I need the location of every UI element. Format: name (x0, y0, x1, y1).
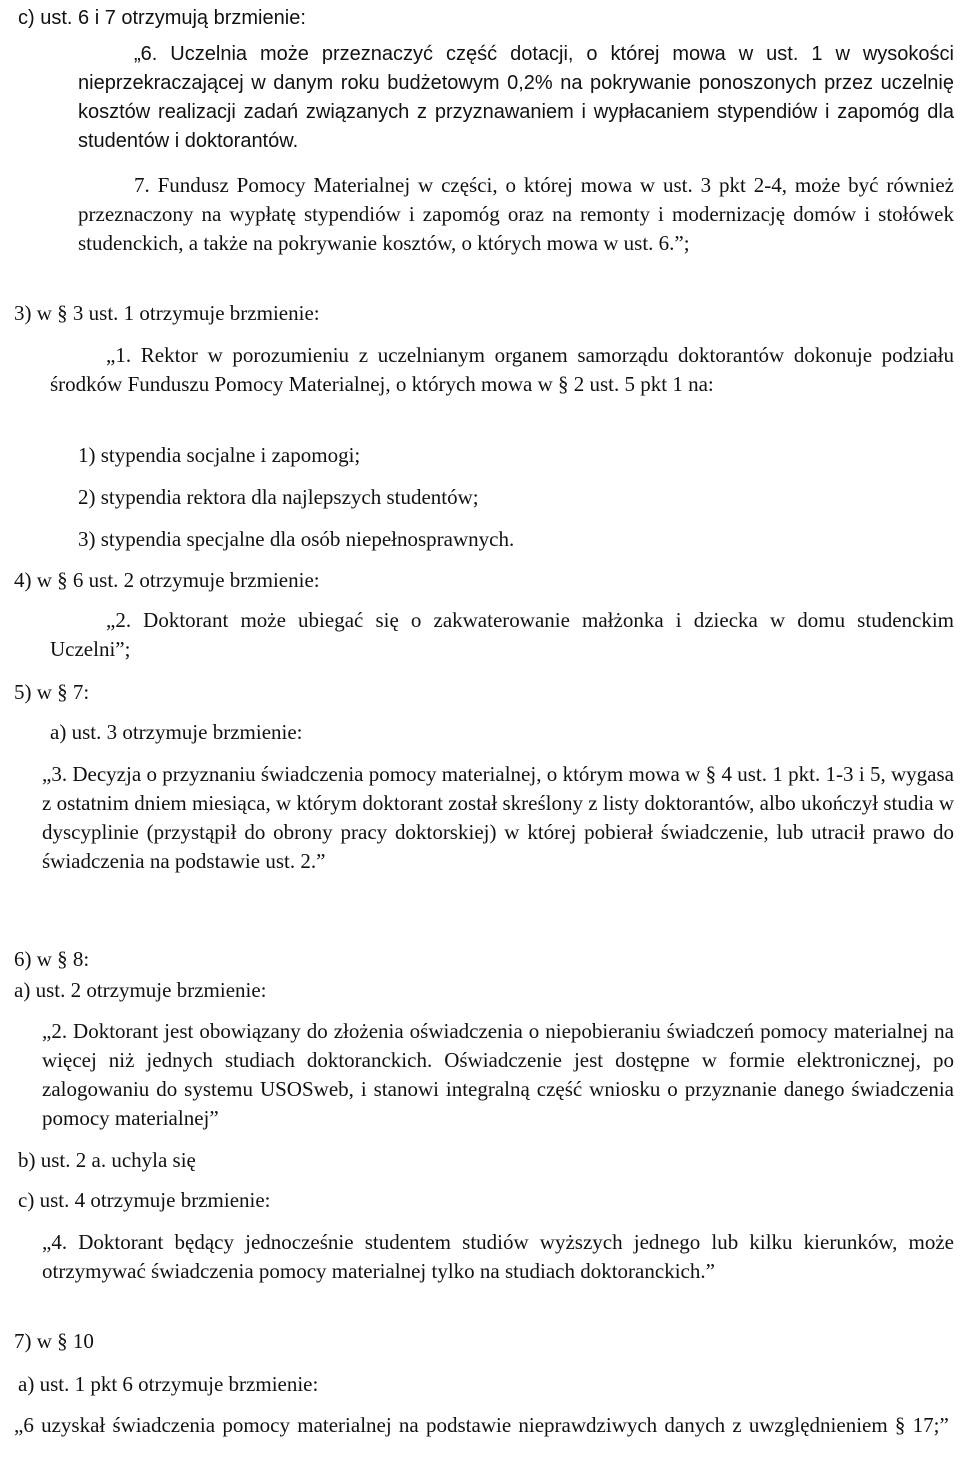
item-5-subheading: a) ust. 3 otrzymuje brzmienie: (50, 720, 303, 744)
item-6-a-heading: a) ust. 2 otrzymuje brzmienie: (14, 978, 267, 1002)
item-6-b-heading: b) ust. 2 a. uchyla się (18, 1148, 196, 1172)
item-6-c-paragraph: „4. Doktorant będący jednocześnie studentem studiów wyższych jednego lub kilku kierunków, może otrzymywać świadczenia pomocy materialnej tylko na studiach doktoranckich.” (42, 1230, 954, 1283)
item-6-a-paragraph: „2. Doktorant jest obowiązany do złożenia oświadczenia o niepobieraniu świadczeń pomocy materialnej na więcej niż jednych studiach doktoranckich. Oświadczenie jest dostępne w formie elektronicznej, po zalogowaniu do systemu USOSweb, i stanowi integralną część wniosku o przyznanie danego świadczenia pomocy materialnej” (42, 1019, 954, 1130)
section-c-heading: c) ust. 6 i 7 otrzymują brzmienie: (18, 7, 306, 29)
list-item: 3) stypendia specjalne dla osób niepełnosprawnych. (78, 527, 515, 551)
paragraph-ust-6: „6. Uczelnia może przeznaczyć część dotacji, o której mowa w ust. 1 w wysokości nieprzekraczającej w danym roku budżetowym 0,2% na pokrywanie ponoszonych przez uczelnię kosztów realizacji zadań związanych z przyznawaniem i wypłacaniem stypendiów i zapomóg dla studentów i doktorantów. (78, 43, 954, 152)
item-4-heading: 4) w § 6 ust. 2 otrzymuje brzmienie: (14, 568, 320, 592)
paragraph-ust-7: 7. Fundusz Pomocy Materialnej w części, o której mowa w ust. 3 pkt 2-4, może być również przeznaczony na wypłatę stypendiów i zapomóg oraz na remonty i modernizację domów i stołówek studenckich, a także na pokrywanie kosztów, o których mowa w ust. 6.”; (78, 173, 954, 255)
item-6-heading: 6) w § 8: (14, 947, 90, 971)
list-item: 1) stypendia socjalne i zapomogi; (78, 443, 361, 467)
item-5-paragraph: „3. Decyzja o przyznaniu świadczenia pomocy materialnej, o którym mowa w § 4 ust. 1 pkt. 1-3 i 5, wygasa z ostatnim dniem miesiąca, w którym doktorant został skreślony z listy doktorantów, albo ukończył studia w dyscyplinie (przystąpił do obrony pracy doktorskiej) w której pobierał świadczenie, lub utracił prawo do świadczenia na podstawie ust. 2.” (42, 762, 954, 873)
item-5-heading: 5) w § 7: (14, 680, 90, 704)
item-7-paragraph: „6 uzyskał świadczenia pomocy materialnej na podstawie nieprawdziwych danych z uwzględnieniem § 17;” (14, 1413, 949, 1437)
item-6-c-heading: c) ust. 4 otrzymuje brzmienie: (18, 1188, 271, 1212)
item-7-heading: 7) w § 10 (14, 1329, 94, 1353)
item-3-heading: 3) w § 3 ust. 1 otrzymuje brzmienie: (14, 301, 320, 325)
item-4-paragraph: „2. Doktorant może ubiegać się o zakwaterowanie małżonka i dziecka w domu studenckim Uczelni”; (50, 608, 954, 661)
item-7-a-heading: a) ust. 1 pkt 6 otrzymuje brzmienie: (18, 1372, 319, 1396)
list-item: 2) stypendia rektora dla najlepszych studentów; (78, 485, 479, 509)
item-3-paragraph: „1. Rektor w porozumieniu z uczelnianym organem samorządu doktorantów dokonuje podziału środków Funduszu Pomocy Materialnej, o których mowa w § 2 ust. 5 pkt 1 na: (50, 343, 954, 396)
